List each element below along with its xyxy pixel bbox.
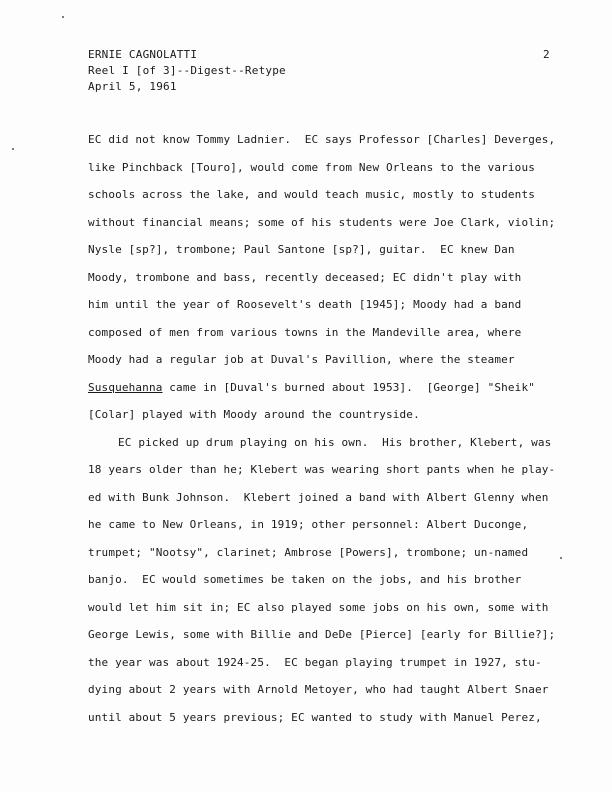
text-line: banjo. EC would sometimes be taken on the jobs, and his brother — [88, 573, 522, 586]
text-line: Nysle [sp?], trombone; Paul Santone [sp?], guitar. EC knew Dan — [88, 243, 515, 256]
text-line: ed with Bunk Johnson. Klebert joined a band with Albert Glenny when — [88, 490, 549, 504]
text-line: 18 years older than he; Klebert was wearing short pants when he play- — [88, 463, 556, 476]
text-line: dying about 2 years with Arnold Metoyer, who had taught Albert Snaer — [88, 683, 549, 696]
reel-info: Reel I [of 3]--Digest--Retype — [88, 64, 286, 77]
text-line: without financial means; some of his students were Joe Clark, violin; — [88, 215, 556, 229]
text-line: schools across the lake, and would teach music, mostly to students — [88, 188, 535, 201]
transcript-body — [88, 126, 588, 731]
text-line: the year was about 1924-25. EC began playing trumpet in 1927, stu- — [88, 655, 542, 669]
interview-date: April 5, 1961 — [88, 80, 177, 93]
paragraph-start-line: EC picked up drum playing on his own. His brother, Klebert, was — [118, 435, 552, 449]
page-number: 2 — [543, 48, 550, 61]
text-line: would let him sit in; EC also played some jobs on his own, some with — [88, 600, 549, 614]
document-header — [88, 47, 286, 95]
text-line: EC did not know Tommy Ladnier. EC says Professor [Charles] Deverges, — [88, 133, 556, 146]
text-line: trumpet; "Nootsy", clarinet; Ambrose [Powers], trombone; un-named — [88, 545, 529, 559]
scan-speck — [62, 16, 64, 18]
text-line: he came to New Orleans, in 1919; other personnel: Albert Duconge, — [88, 518, 529, 531]
text-line: George Lewis, some with Billie and DeDe [Pierce] [early for Billie?]; — [88, 628, 556, 641]
text-line: him until the year of Roosevelt's death [1945]; Moody had a band — [88, 298, 522, 311]
text-line: [Colar] played with Moody around the countryside. — [88, 408, 420, 421]
text-line: composed of men from various towns in the Mandeville area, where — [88, 325, 522, 339]
text-line: until about 5 years previous; EC wanted to study with Manuel Perez, — [88, 710, 542, 724]
text-line: Moody had a regular job at Duval's Pavillion, where the steamer — [88, 353, 515, 366]
text-line — [88, 374, 588, 402]
steamer-name-underlined: Susquehanna — [88, 380, 163, 394]
interviewee-name: ERNIE CAGNOLATTI — [88, 48, 198, 61]
text-line-rest: came in [Duval's burned about 1953]. [George] "Sheik" — [162, 380, 535, 394]
scan-speck — [12, 148, 14, 150]
text-line: Moody, trombone and bass, recently deceased; EC didn't play with — [88, 270, 522, 284]
text-line: like Pinchback [Touro], would come from New Orleans to the various — [88, 160, 535, 174]
